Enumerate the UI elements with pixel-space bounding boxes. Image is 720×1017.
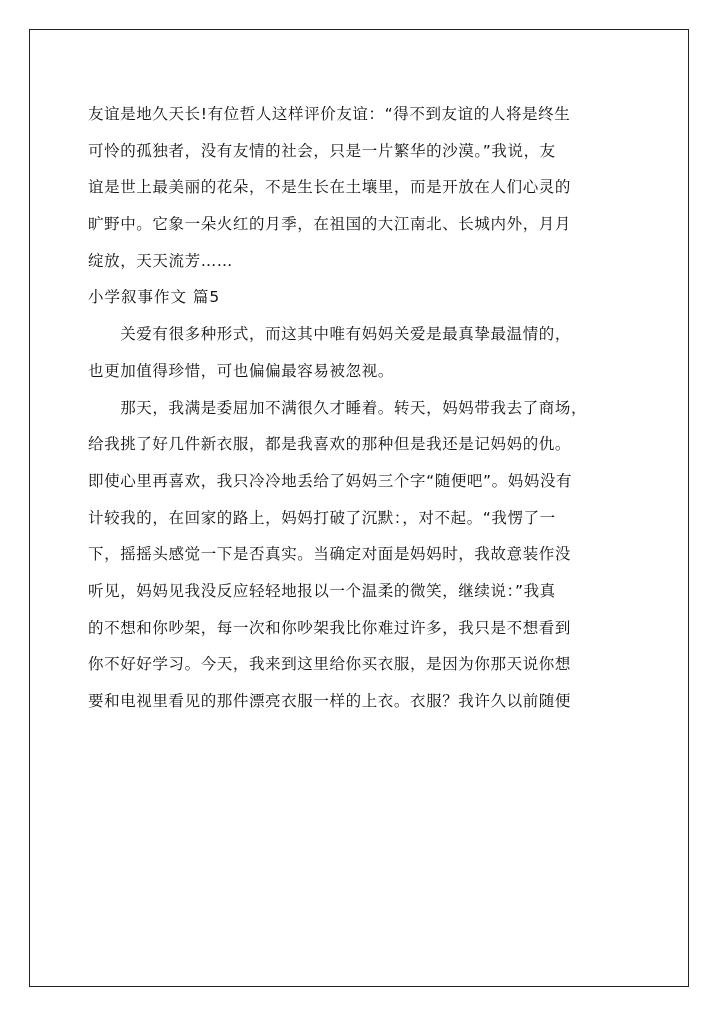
text-line: 那天，我满是委屈加不满很久才睡着。转天，妈妈带我去了商场， <box>88 398 588 417</box>
text-line: 关爱有很多种形式，而这其中唯有妈妈关爱是最真挚最温情的， <box>88 325 572 344</box>
text-line: 绽放，天天流芳…… <box>88 251 233 270</box>
section-heading: 小学叙事作文 篇5 <box>88 288 221 307</box>
text-line: 即使心里再喜欢，我只冷冷地丢给了妈妈三个字“随便吧”。妈妈没有 <box>88 471 573 490</box>
text-line: 可怜的孤独者，没有友情的社会，只是一片繁华的沙漠。”我说，友 <box>88 141 556 160</box>
text-line: 谊是世上最美丽的花朵，不是生长在土壤里，而是开放在人们心灵的 <box>88 178 572 197</box>
text-line: 要和电视里看见的那件漂亮衣服一样的上衣。衣服？我许久以前随便 <box>88 692 572 710</box>
text-line: 友谊是地久天长!有位哲人这样评价友谊：“得不到友谊的人将是终生 <box>88 105 571 123</box>
text-line: 旷野中。它象一朵火红的月季，在祖国的大江南北、长城内外，月月 <box>88 215 572 234</box>
text-line: 也更加值得珍惜，可也偏偏最容易被忽视。 <box>88 361 394 380</box>
text-line: 计较我的，在回家的路上，妈妈打破了沉默：，对不起。“我愣了一 <box>88 508 556 527</box>
text-line: 你不好好学习。今天，我来到这里给你买衣服，是因为你那天说你想 <box>88 655 572 674</box>
text-line: 听见，妈妈见我没反应轻轻地报以一个温柔的微笑，继续说：”我真 <box>88 581 556 600</box>
text-line: 给我挑了好几件新衣服，都是我喜欢的那种但是我还是记妈妈的仇。 <box>88 435 572 454</box>
document-body <box>88 96 632 720</box>
text-line: 的不想和你吵架，每一次和你吵架我比你难过许多，我只是不想看到 <box>88 618 572 637</box>
text-line: 下，摇摇头感觉一下是否真实。当确定对面是妈妈时，我故意装作没 <box>88 545 572 564</box>
